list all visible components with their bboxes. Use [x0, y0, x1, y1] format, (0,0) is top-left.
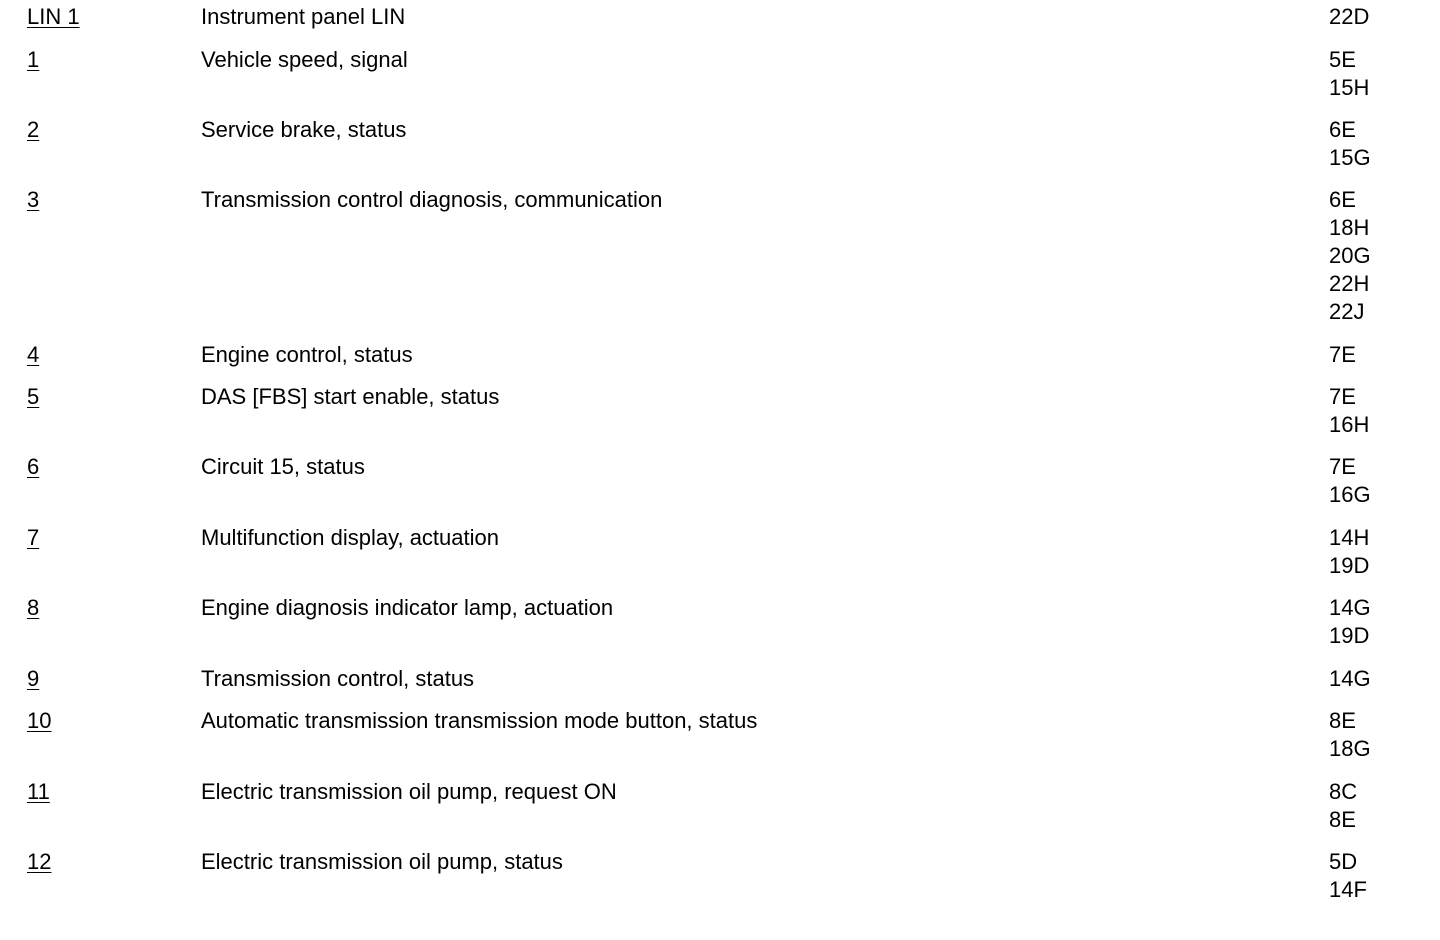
row-description: Transmission control, status: [201, 666, 475, 691]
row-refs: [1329, 524, 1369, 580]
row-description: DAS [FBS] start enable, status: [201, 384, 500, 409]
row-description: Electric transmission oil pump, request ON: [201, 779, 617, 804]
grid-ref: 7E: [1329, 454, 1356, 479]
row-code-link[interactable]: 2: [27, 117, 40, 142]
grid-ref: 20G: [1329, 243, 1371, 268]
row-description: Instrument panel LIN: [201, 4, 406, 29]
grid-ref: 19D: [1329, 553, 1370, 578]
grid-ref: 8E: [1329, 708, 1356, 733]
grid-ref: 6E: [1329, 117, 1356, 142]
row-code-link[interactable]: 5: [27, 384, 40, 409]
row-refs: [1329, 3, 1369, 31]
row-code-link[interactable]: 8: [27, 595, 40, 620]
grid-ref: 22D: [1329, 4, 1370, 29]
grid-ref: 15G: [1329, 145, 1371, 170]
grid-ref: 22H: [1329, 271, 1370, 296]
row-code-link[interactable]: 6: [27, 454, 40, 479]
row-description: Circuit 15, status: [201, 454, 365, 479]
grid-ref: 16H: [1329, 412, 1370, 437]
row-description: Engine control, status: [201, 342, 413, 367]
row-code-link[interactable]: 3: [27, 187, 40, 212]
row-code-link[interactable]: 9: [27, 666, 40, 691]
row-code-link[interactable]: 7: [27, 525, 40, 550]
grid-ref: 14G: [1329, 666, 1371, 691]
row-description: Electric transmission oil pump, status: [201, 849, 563, 874]
row-refs: [1329, 186, 1371, 326]
row-code-link[interactable]: LIN 1: [27, 4, 80, 29]
grid-ref: 14H: [1329, 525, 1370, 550]
grid-ref: 7E: [1329, 342, 1356, 367]
row-refs: [1329, 453, 1371, 509]
row-description: Engine diagnosis indicator lamp, actuation: [201, 595, 614, 620]
grid-ref: 22J: [1329, 299, 1365, 324]
row-description: Service brake, status: [201, 117, 407, 142]
row-code-link[interactable]: 10: [27, 708, 52, 733]
row-refs: [1329, 778, 1357, 834]
grid-ref: 8C: [1329, 779, 1358, 804]
row-refs: [1329, 707, 1371, 763]
row-description: Automatic transmission transmission mode button, status: [201, 708, 758, 733]
grid-ref: 7E: [1329, 384, 1356, 409]
row-refs: [1329, 848, 1367, 904]
row-refs: [1329, 665, 1371, 693]
row-refs: [1329, 341, 1356, 369]
row-code-link[interactable]: 4: [27, 342, 40, 367]
grid-ref: 5E: [1329, 47, 1356, 72]
row-refs: [1329, 116, 1371, 172]
row-code-link[interactable]: 11: [27, 779, 50, 804]
row-code-link[interactable]: 1: [27, 47, 40, 72]
grid-ref: 19D: [1329, 623, 1370, 648]
grid-ref: 15H: [1329, 75, 1370, 100]
grid-ref: 16G: [1329, 482, 1371, 507]
grid-ref: 5D: [1329, 849, 1358, 874]
grid-ref: 8E: [1329, 807, 1356, 832]
grid-ref: 14F: [1329, 877, 1367, 902]
grid-ref: 14G: [1329, 595, 1371, 620]
row-description: Multifunction display, actuation: [201, 525, 499, 550]
row-refs: [1329, 46, 1369, 102]
grid-ref: 6E: [1329, 187, 1356, 212]
row-description: Transmission control diagnosis, communication: [201, 187, 663, 212]
row-refs: [1329, 594, 1371, 650]
row-code-link[interactable]: 12: [27, 849, 52, 874]
row-refs: [1329, 383, 1369, 439]
row-description: Vehicle speed, signal: [201, 47, 408, 72]
grid-ref: 18G: [1329, 736, 1371, 761]
grid-ref: 18H: [1329, 215, 1370, 240]
